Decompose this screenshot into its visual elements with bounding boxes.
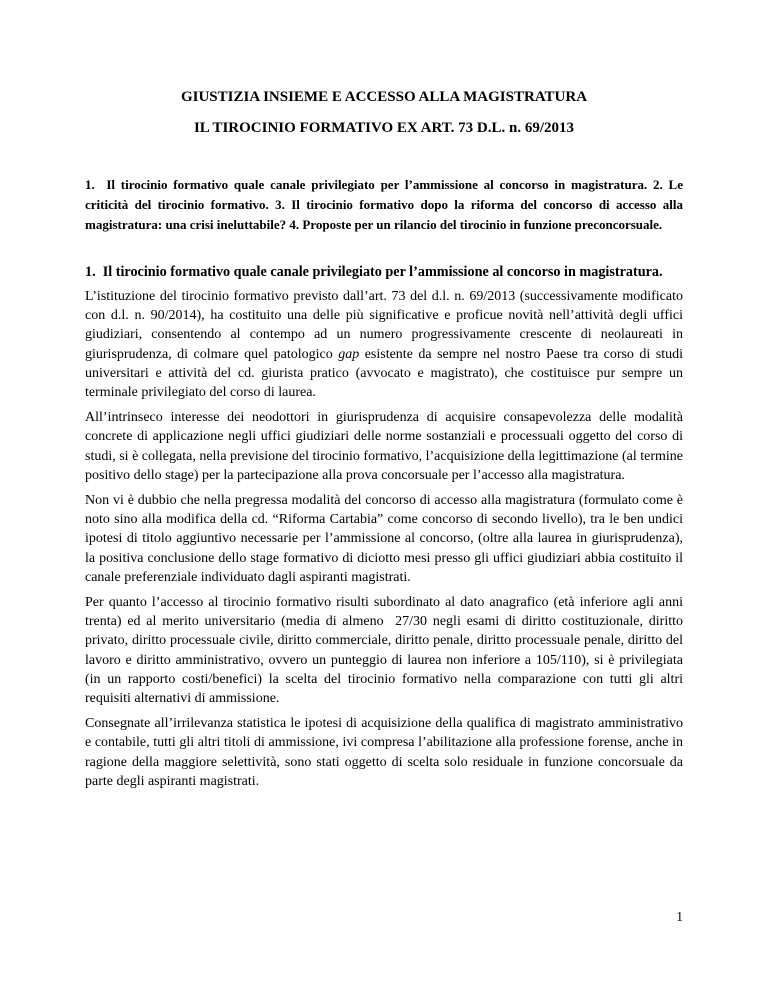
body-paragraphs [85,287,683,791]
text-run: Per quanto l’accesso al tirocinio formativo risulti subordinato al dato anagrafico (età inferiore agli anni trenta) ed al merito universitario (media di almeno 27/30 negli esami di diritto costituzionale, diritto privato, diritto processuale civile, diritto commerciale, diritto penale, diritto processuale penale, diritto del lavoro e diritto amministrativo, ovvero un punteggio di laurea non inferiore a 105/110), si è privilegiata (in un rapporto costi/benefici) la scelta del tirocinio formativo nella comparazione con tutti gli altri requisiti alternativi di ammissione. [85,595,683,707]
section-heading: 1. Il tirocinio formativo quale canale privilegiato per l’ammissione al concorso in magistratura. [85,264,663,280]
document-title: GIUSTIZIA INSIEME E ACCESSO ALLA MAGISTRATURA [180,89,588,105]
abstract-summary: 1. Il tirocinio formativo quale canale privilegiato per l’ammissione al concorso in magistratura. 2. Le criticità del tirocinio formativo. 3. Il tirocinio formativo dopo la riforma del concorso di accesso alla magistratura: una crisi ineluttabile? 4. Proposte per un rilancio del tirocinio in funzione preconcorsuale. [85,177,683,232]
text-run: Consegnate all’irrilevanza statistica le ipotesi di acquisizione della qualifica di magistrato amministrativo e contabile, tutti gli altri titoli di ammissione, ivi compresa l’abilitazione alla professione forense, anche in ragione della maggiore selettività, sono stati oggetto di scelta solo residuale in funzione concorsuale da parte degli aspiranti magistrati. [85,716,683,789]
paragraph [85,491,683,587]
paragraph [85,593,683,708]
text-run: All’intrinseco interesse dei neodottori in giurisprudenza di acquisire consapevolezza delle modalità concrete di applicazione negli uffici giudiziari delle norme sostanziali e processuali oggetto del corso di studi, si è collegata, nella previsione del tirocinio formativo, l’acquisizione della legittimazione (al termine positivo dello stage) per la partecipazione alla prova concorsuale per l’accesso alla magistratura. [85,410,683,483]
page-number: 1 [676,909,683,924]
italic-text-run: gap [338,346,360,362]
paragraph [85,714,683,791]
text-run: L’istituzione del tirocinio formativo previsto dall’art. 73 del d.l. n. 69/2013 (successivamente modificato con d.l. n. 90/2014), ha costituito una delle più significative e proficue novità nell’attività degli uffici giudiziari, consentendo al contempo ad un numero progressivamente crescente di neolaureati in giurisprudenza, di colmare quel patologico [85,289,683,362]
paragraph [85,287,683,402]
document-subtitle: IL TIROCINIO FORMATIVO EX ART. 73 D.L. n. 69/2013 [193,120,575,136]
text-run: esistente da sempre nel nostro Paese tra corso di studi universitari e attività del cd. giurista pratico (avvocato e magistrato), che costituisce pur sempre un terminale privilegiato del corso di laurea. [85,346,683,401]
paragraph [85,408,683,485]
text-run: Non vi è dubbio che nella pregressa modalità del concorso di accesso alla magistratura (formulato come è noto sino alla modifica della cd. “Riforma Cartabia” come concorso di secondo livello), tra le ben undici ipotesi di titolo aggiuntivo necessarie per l’ammissione al concorso, (oltre alla laurea in giurisprudenza), la positiva conclusione dello stage formativo di diciotto mesi presso gli uffici giudiziari abbia costituito il canale preferenziale individuato dagli aspiranti magistrati. [85,493,683,585]
